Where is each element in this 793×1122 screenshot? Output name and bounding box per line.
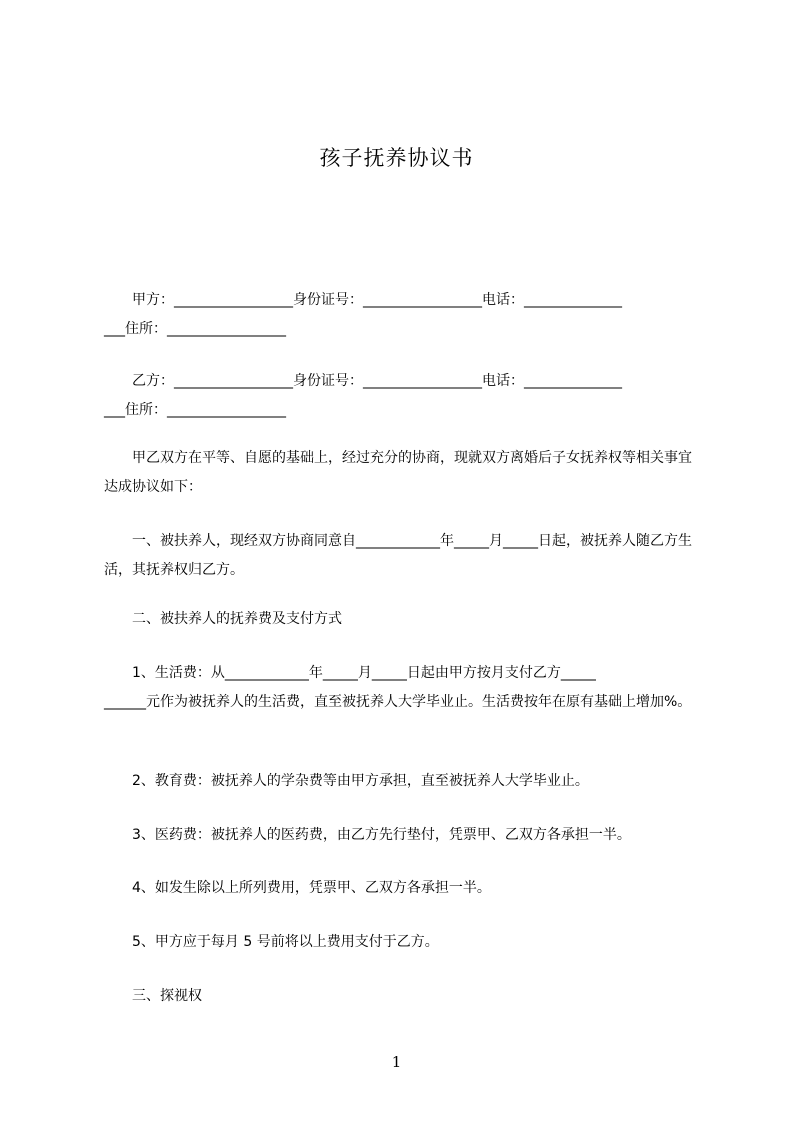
party-b-info: 乙方：_________________身份证号：_________________电话：______________ ___住所：_________________ bbox=[104, 373, 622, 418]
clause-2-1-living-expenses: 1、生活费：从____________年_____月_____日起由甲方按月支付乙方_____ ______元作为被抚养人的生活费，直至被抚养人大学毕业止。生活费按年在原有基础上增加%。 bbox=[104, 665, 692, 710]
preamble-paragraph: 甲乙双方在平等、自愿的基础上，经过充分的协商，现就双方离婚后子女抚养权等相关事宜达成协议如下： bbox=[104, 450, 692, 495]
clause-2-5-payment-date: 5、甲方应于每月 5 号前将以上费用支付于乙方。 bbox=[104, 934, 439, 950]
clause-2-3-medical: 3、医药费：被抚养人的医药费，由乙方先行垫付，凭票甲、乙双方各承担一半。 bbox=[104, 827, 631, 843]
clause-2-heading: 二、被扶养人的抚养费及支付方式 bbox=[104, 611, 342, 627]
clause-1-custody: 一、被扶养人，现经双方协商同意自____________年_____月_____日起，被抚养人随乙方生活，其抚养权归乙方。 bbox=[104, 533, 692, 578]
page-number: 1 bbox=[391, 1053, 402, 1071]
clause-2-4-other-expenses: 4、如发生除以上所列费用，凭票甲、乙双方各承担一半。 bbox=[104, 880, 491, 896]
clause-2-2-education: 2、教育费：被抚养人的学杂费等由甲方承担，直至被抚养人大学毕业止。 bbox=[104, 773, 589, 789]
document-title: 孩子抚养协议书 bbox=[319, 146, 474, 170]
clause-3-heading: 三、探视权 bbox=[104, 988, 202, 1004]
party-a-info: 甲方：_________________身份证号：_________________电话：______________ ___住所：_________________ bbox=[104, 292, 622, 337]
